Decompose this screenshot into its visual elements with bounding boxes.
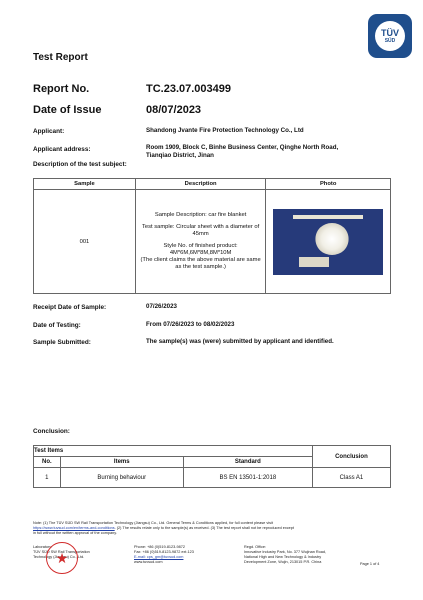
testing-date-value: From 07/26/2023 to 08/02/2023 [146, 321, 235, 328]
description-line-test-sample: Test sample: Circular sheet with a diameter of 45mm [141, 224, 260, 237]
laboratory-name-line2: Technology (Jiangsu) Co., Ltd. [33, 555, 85, 559]
email-line[interactable]: E-mail: cps_gm@tuvsud.com [134, 555, 184, 559]
note-line-3: in full without the written approval of the company. [33, 531, 117, 535]
standard-header: Standard [183, 457, 312, 468]
logo-main-text: TÜV [381, 27, 399, 38]
photo-label-tag [299, 257, 329, 267]
test-items-caption: Test Items [34, 446, 313, 457]
applicant-label: Applicant: [33, 128, 65, 135]
sample-id-cell: 001 [34, 190, 136, 294]
photo-header: Photo [266, 179, 391, 190]
description-line-style: Style No. of finished product: 4M*6M,6M*8M,8M*10M [163, 243, 238, 256]
receipt-date-value: 07/26/2023 [146, 303, 177, 310]
conclusion-label: Conclusion: [33, 428, 70, 435]
note-line-2: . (2) The results relate only to the sample(s) as received. (3) The test report shall not be reproduced except [114, 526, 294, 530]
office-label: Regd. Office: [244, 545, 267, 549]
row-item-cell: Burning behaviour [60, 468, 183, 488]
description-label: Description of the test subject: [33, 161, 127, 168]
terms-note [33, 521, 393, 536]
row-conclusion-cell: Class A1 [312, 468, 390, 488]
terms-link[interactable]: https://www.tuvsud.com/en/terms-and-conditions [33, 526, 115, 530]
sample-submitted-value: The sample(s) was (were) submitted by applicant and identified. [146, 338, 334, 345]
conclusion-header: Conclusion [312, 446, 390, 468]
test-items-table [33, 445, 391, 488]
date-of-issue-value: 08/07/2023 [146, 104, 202, 116]
note-line-1: Note: (1) The TÜV SÜD SW Rail Transportation Technology (Jiangsu) Co., Ltd. General Terms & Conditions applied, for full content please visit [33, 521, 273, 525]
report-no-label: Report No. [33, 83, 90, 95]
sample-photo [273, 209, 383, 275]
company-seal-stamp: ★ [46, 542, 78, 574]
page-number: Page 1 of 4 [360, 562, 380, 566]
applicant-value: Shandong Jvante Fire Protection Technology Co., Ltd [146, 127, 304, 134]
website-line[interactable]: www.tuvsud.com [134, 560, 163, 564]
logo-badge [375, 21, 405, 51]
no-header: No. [34, 457, 61, 468]
applicant-address-label: Applicant address: [33, 146, 91, 153]
registered-office-block [244, 545, 354, 565]
office-line1: Innovative Industry Park, No. 377 Wujinan Road, [244, 550, 327, 554]
row-no-cell: 1 [34, 468, 61, 488]
description-header: Description [135, 179, 265, 190]
testing-date-label: Date of Testing: [33, 322, 81, 329]
tuv-sud-logo [368, 14, 412, 58]
photo-sample-specimen [315, 223, 349, 255]
phone-line: Phone: +86 (0)519-8123-9872 [134, 545, 185, 549]
office-line3: Development Zone, Wujin, 213015 P.R. China [244, 560, 322, 564]
description-cell [135, 190, 265, 294]
logo-sub-text: SÜD [384, 37, 396, 44]
receipt-date-label: Receipt Date of Sample: [33, 304, 107, 311]
contact-block [134, 545, 234, 565]
photo-ruler [293, 215, 363, 219]
fax-line: Fax: +86 (0)519-8123-9872 ext.123 [134, 550, 194, 554]
report-no-value: TC.23.07.003499 [146, 83, 232, 95]
applicant-address-line2: Tianqiao District, Jinan [146, 152, 214, 159]
laboratory-name-line1: TÜV SÜD SW Rail Transportation [33, 550, 90, 554]
applicant-address-line1: Room 1909, Block C, Binhe Business Center, Qinghe North Road, [146, 144, 339, 151]
sample-submitted-label: Sample Submitted: [33, 339, 91, 346]
row-standard-cell: BS EN 13501-1:2018 [183, 468, 312, 488]
items-header: Items [60, 457, 183, 468]
office-line2: National High and New Technology & Industry [244, 555, 322, 559]
laboratory-label: Laboratory: [33, 545, 53, 549]
photo-cell [266, 190, 391, 294]
description-line-sample: Sample Description: car fire blanket [154, 212, 247, 218]
date-of-issue-label: Date of Issue [33, 104, 102, 116]
sample-header: Sample [34, 179, 136, 190]
description-line-claim: (The client claims the above material are same as the test sample.) [140, 257, 261, 270]
document-title: Test Report [33, 52, 88, 63]
sample-table [33, 178, 391, 294]
